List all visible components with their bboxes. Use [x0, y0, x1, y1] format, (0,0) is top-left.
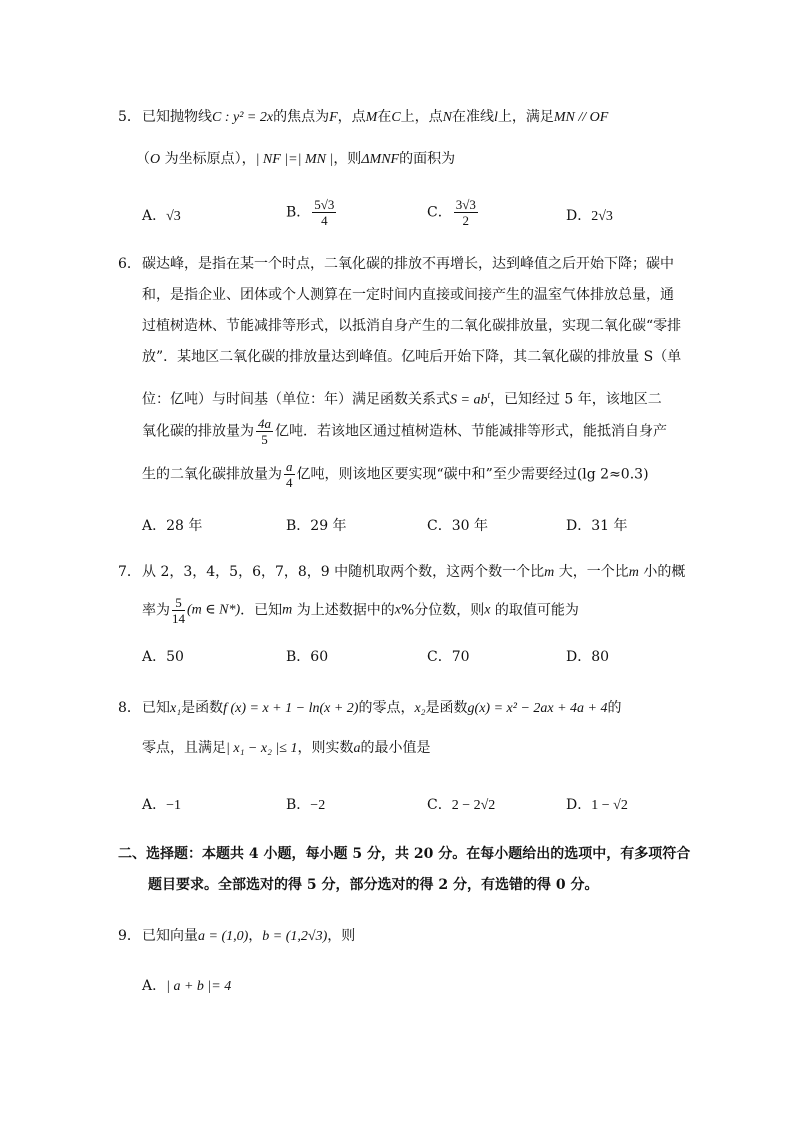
q8-line1: [142, 698, 622, 719]
q5-option-b[interactable]: [286, 198, 338, 227]
q6-text: 亿吨．若该地区通过植树造林、节能减排等形式，能抵消自身产: [275, 423, 667, 440]
q9-text: ，则: [327, 928, 356, 944]
q9-vector-a: a = (1,0): [198, 929, 249, 944]
q6-exponent: t: [487, 390, 490, 400]
q8-text: 是函数: [425, 700, 468, 716]
q8-function-g: g(x) = x² − 2ax + 4a + 4: [467, 701, 608, 716]
q5-triangle: ΔMNF: [361, 152, 400, 167]
option-value: 31 年: [591, 518, 628, 534]
q7-option-a[interactable]: [142, 647, 184, 667]
q5-text: 上，满足: [497, 109, 554, 125]
q6-fraction-a4: [284, 460, 295, 489]
q7-condition: (m ∈ N*): [187, 602, 241, 618]
q5-point-n: N: [442, 110, 452, 125]
option-label: C．: [427, 649, 452, 665]
fraction-numerator: a: [286, 459, 293, 474]
fraction-numerator: 5√3: [314, 197, 335, 212]
option-value: 70: [451, 649, 470, 665]
q5-line2: [136, 149, 455, 170]
option-value: √3: [166, 209, 181, 224]
q8-option-d[interactable]: [566, 795, 628, 816]
option-value: −1: [166, 798, 182, 813]
q5-option-c[interactable]: [427, 198, 480, 227]
q8-option-c[interactable]: [427, 795, 495, 816]
q8-function-f: f (x) = x + 1 − ln(x + 2): [223, 701, 359, 716]
option-label: B．: [286, 797, 311, 813]
option-value: 1 − √2: [591, 798, 628, 813]
option-value: 28 年: [166, 518, 203, 534]
option-value: −2: [310, 798, 326, 813]
q6-line6: [142, 417, 667, 446]
q6-option-a[interactable]: [142, 516, 202, 536]
q7-var-x: x: [394, 602, 401, 618]
q6-line2: 和，是指企业、团体或个人测算在一定时间内直接或间接产生的温室气体排放总量，通: [142, 287, 674, 303]
option-fraction: [312, 198, 336, 227]
q8-option-a[interactable]: [142, 795, 181, 816]
q6-text: 亿吨，则该地区要实现“碳中和”至少需要经过(lg 2≈0.3): [296, 466, 649, 483]
option-label: A．: [142, 518, 167, 534]
q6-option-b[interactable]: [286, 516, 347, 536]
q5-focus: F: [329, 110, 338, 125]
q7-text: 大，一个比: [554, 564, 629, 580]
q8-text: 已知: [142, 700, 170, 716]
q7-var-m: m: [544, 565, 555, 580]
q6-text: 氧化碳的排放量为: [142, 423, 254, 440]
option-value: 80: [591, 649, 610, 665]
option-label: D．: [566, 649, 592, 665]
fraction-denominator: 4: [286, 475, 293, 490]
q6-text: 位：亿吨）与时间基（单位：年）满足函数关系式: [142, 391, 450, 408]
option-value: 30 年: [451, 518, 488, 534]
option-label: D．: [566, 797, 592, 813]
q6-line7: [142, 460, 649, 489]
q8-text: ，则实数: [297, 740, 354, 756]
fraction-numerator: 5: [172, 596, 185, 611]
q7-text: 从 2，3，4，5，6，7，8，9 中随机取两个数，这两个数一个比: [142, 564, 545, 580]
q5-text: 的面积为: [399, 151, 456, 167]
q7-line2: [142, 596, 579, 625]
option-label: C．: [427, 518, 452, 534]
q5-abs-cond: | NF |=| MN |: [255, 152, 334, 167]
q7-text: 率为: [142, 602, 170, 619]
q5-parabola-eq: C : y² = 2x: [212, 110, 274, 125]
option-fraction: [454, 198, 478, 227]
q5-option-a[interactable]: [142, 206, 181, 227]
q7-text: ．已知: [240, 602, 283, 619]
q5-curve-c: C: [391, 110, 401, 125]
q6-line3: 过植树造林、节能减排等形式，以抵消自身产生的二氧化碳排放量，实现二氧化碳“零排: [142, 318, 682, 334]
q5-text: 在: [377, 109, 392, 125]
q8-option-b[interactable]: [286, 795, 325, 816]
q7-line1: [142, 562, 685, 583]
q7-var-m: m: [628, 565, 639, 580]
q8-line2: [142, 738, 431, 759]
option-label: A．: [142, 978, 167, 994]
q9-text: 已知向量: [142, 928, 198, 944]
q8-text: 的零点，: [358, 700, 415, 716]
q8-text: 零点，且满足: [142, 740, 226, 756]
section-2-heading-cont: 题目要求。全部选对的得 5 分，部分选对的得 2 分，有选错的得 0 分。: [148, 877, 599, 893]
option-value: | a + b |= 4: [166, 979, 232, 994]
q8-text: 的最小值是: [360, 740, 431, 756]
option-label: B．: [286, 518, 311, 534]
q9-text: ，: [248, 928, 263, 944]
q5-number: 5．: [118, 109, 141, 125]
q8-text: 的: [607, 700, 622, 716]
q5-text: 在准线: [452, 109, 494, 125]
option-label: D．: [566, 208, 592, 224]
option-label: A．: [142, 649, 167, 665]
q6-line5: [142, 385, 662, 411]
q5-directrix: l: [494, 110, 498, 125]
fraction-numerator: 4a: [258, 416, 271, 431]
fraction-denominator: 14: [172, 611, 185, 626]
option-label: A．: [142, 208, 167, 224]
q5-option-d[interactable]: [566, 206, 613, 227]
fraction-denominator: 5: [261, 432, 268, 447]
q5-text: ，则: [333, 151, 362, 167]
q6-text: 生的二氧化碳排放量为: [142, 466, 282, 483]
option-label: D．: [566, 518, 592, 534]
q6-line4: 放”．某地区二氧化碳的排放量达到峰值。亿吨后开始下降，其二氧化碳的排放量 S（单: [142, 349, 682, 365]
q6-option-c[interactable]: [427, 516, 488, 536]
fraction-numerator: 3√3: [455, 197, 476, 212]
option-value: 29 年: [310, 518, 347, 534]
q5-point-m: M: [365, 110, 378, 125]
q5-parallel-cond: MN // OF: [553, 110, 609, 125]
section-2-heading: 二、选择题：本题共 4 小题，每小题 5 分，共 20 分。在每小题给出的选项中，有多项符合: [118, 846, 691, 862]
q5-origin: O: [150, 152, 161, 167]
q7-option-b[interactable]: [286, 647, 328, 667]
option-label: B．: [286, 204, 311, 221]
q6-option-d[interactable]: [566, 516, 628, 536]
q8-var-a: a: [353, 741, 361, 756]
q7-text: %分位数，则: [400, 602, 485, 619]
q8-var-x2: x₂: [414, 701, 426, 716]
q7-var-m: m: [282, 602, 293, 618]
q6-number: 6．: [118, 256, 141, 272]
q7-option-d[interactable]: [566, 647, 609, 667]
q7-text: 小的概: [638, 564, 686, 580]
q8-text: 是函数: [181, 700, 224, 716]
q9-number: 9．: [118, 928, 141, 944]
q5-text: 上，点: [400, 109, 443, 125]
q9-line1: [142, 926, 355, 947]
option-label: C．: [427, 797, 452, 813]
option-value: 60: [310, 649, 329, 665]
q5-text: 为坐标原点），: [160, 151, 256, 167]
q6-fraction-4a5: [256, 417, 273, 446]
q6-text: ，已知经过 5 年，该地区二: [489, 391, 662, 408]
option-value: 50: [166, 649, 184, 665]
option-label: A．: [142, 797, 167, 813]
q5-text: 已知抛物线: [142, 109, 212, 125]
option-value: 2 − 2√2: [451, 798, 496, 813]
q9-vector-b: b = (1,2√3): [262, 929, 328, 944]
q7-number: 7．: [118, 564, 141, 580]
q9-option-a[interactable]: [142, 976, 231, 997]
q8-inequality: | x₁ − x₂ |≤ 1: [226, 741, 298, 756]
q5-text: ，点: [337, 109, 366, 125]
q5-line1: [142, 107, 608, 128]
q7-text: 的取值可能为: [490, 602, 579, 619]
q7-var-x: x: [484, 602, 491, 618]
option-label: B．: [286, 649, 311, 665]
q8-var-x1: x₁: [170, 701, 182, 716]
fraction-denominator: 4: [321, 213, 328, 228]
option-label: C．: [427, 204, 452, 221]
q7-fraction: [172, 596, 185, 625]
q8-number: 8．: [118, 700, 141, 716]
q7-option-c[interactable]: [427, 647, 470, 667]
q6-function: S = ab: [450, 392, 488, 408]
q5-text: 的焦点为: [273, 109, 330, 125]
fraction-denominator: 2: [462, 213, 470, 228]
q7-text: 为上述数据中的: [292, 602, 395, 619]
option-value: 2√3: [591, 209, 613, 224]
q5-text: （: [136, 151, 150, 167]
q6-line1: 碳达峰，是指在某一个时点，二氧化碳的排放不再增长，达到峰值之后开始下降；碳中: [142, 256, 674, 272]
